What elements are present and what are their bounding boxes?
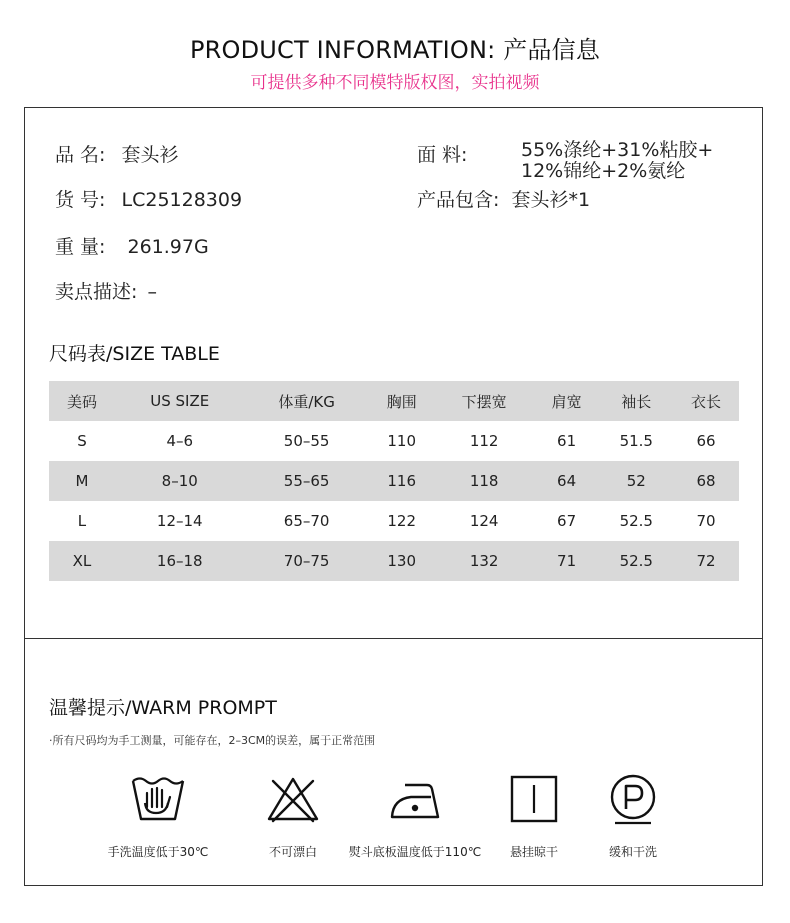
measurement-note: ·所有尺码均为手工测量，可能存在，2–3CM的误差，属于正常范围 xyxy=(49,734,376,747)
table-cell: 67 xyxy=(557,512,577,530)
contents-label: 产品包含: xyxy=(417,189,500,211)
table-cell: 66 xyxy=(696,432,716,450)
care-label: 不可漂白 xyxy=(268,845,317,859)
header-cell: US SIZE xyxy=(115,381,245,421)
care-label: 熨斗底板温度低于110℃ xyxy=(348,845,482,859)
info-code xyxy=(55,185,242,212)
table-cell: 52.5 xyxy=(619,512,653,530)
info-name xyxy=(55,140,179,167)
table-cell: 70 xyxy=(696,512,716,530)
table-cell: L xyxy=(77,512,87,530)
table-row xyxy=(49,541,739,581)
table-cell: 61 xyxy=(557,432,577,450)
table-cell: 110 xyxy=(387,432,417,450)
table-cell: 70–75 xyxy=(245,541,369,581)
line-dry-icon xyxy=(506,773,562,825)
weight-value: 261.97G xyxy=(127,236,209,258)
care-label: 悬挂晾干 xyxy=(509,845,558,859)
table-cell: 112 xyxy=(469,432,499,450)
fabric-label: 面 料: xyxy=(417,144,468,166)
info-weight xyxy=(55,232,209,259)
page-subtitle: 可提供多种不同模特版权图，实拍视频 xyxy=(250,73,540,93)
size-table-header xyxy=(49,381,739,421)
code-value: LC25128309 xyxy=(121,189,243,211)
selling-label: 卖点描述: xyxy=(55,281,138,303)
table-row xyxy=(49,501,739,541)
table-cell: 64 xyxy=(534,461,600,501)
header-cell: 美码 xyxy=(49,381,115,421)
table-cell: 50–55 xyxy=(283,432,330,450)
header-cell: 衣长 xyxy=(673,381,739,421)
table-cell: 52.5 xyxy=(600,541,673,581)
hand-wash-icon xyxy=(130,773,186,825)
care-label: 手洗温度低于30℃ xyxy=(107,845,209,859)
table-cell: 52 xyxy=(600,461,673,501)
header-cell: 下摆宽 xyxy=(435,381,534,421)
name-value: 套头衫 xyxy=(121,144,179,166)
table-cell: XL xyxy=(49,541,115,581)
selling-value: – xyxy=(147,281,157,303)
table-cell: 130 xyxy=(369,541,435,581)
size-table xyxy=(49,381,739,581)
table-row xyxy=(49,421,739,461)
fabric-value xyxy=(521,140,713,182)
table-cell: 8–10 xyxy=(115,461,245,501)
header-cell: 体重/KG xyxy=(245,381,369,421)
table-cell: 68 xyxy=(673,461,739,501)
fabric-value-line2: 12%锦纶+2%氨纶 xyxy=(521,160,686,182)
info-contents xyxy=(417,185,590,212)
name-label: 品 名: xyxy=(55,144,106,166)
info-fabric xyxy=(417,140,467,167)
table-cell: M xyxy=(49,461,115,501)
contents-value: 套头衫*1 xyxy=(511,189,591,211)
care-label: 缓和干洗 xyxy=(608,845,657,859)
section-divider xyxy=(25,638,762,639)
table-cell: 65–70 xyxy=(283,512,330,530)
no-bleach-icon xyxy=(265,773,321,825)
dry-clean-p-icon xyxy=(605,773,661,825)
table-cell: 16–18 xyxy=(115,541,245,581)
table-cell: 122 xyxy=(387,512,417,530)
table-cell: 12–14 xyxy=(156,512,203,530)
table-cell: 71 xyxy=(534,541,600,581)
page-title: PRODUCT INFORMATION: 产品信息 xyxy=(189,36,601,64)
table-cell: 116 xyxy=(369,461,435,501)
warm-prompt-title: 温馨提示/WARM PROMPT xyxy=(49,697,277,719)
header-cell: 胸围 xyxy=(369,381,435,421)
code-label: 货 号: xyxy=(55,189,106,211)
table-cell: 124 xyxy=(469,512,499,530)
table-cell: 118 xyxy=(435,461,534,501)
table-cell: 4–6 xyxy=(166,432,194,450)
table-cell: S xyxy=(77,432,87,450)
table-cell: 132 xyxy=(435,541,534,581)
iron-low-icon xyxy=(387,773,443,825)
header-cell: 袖长 xyxy=(600,381,673,421)
table-cell: 55–65 xyxy=(245,461,369,501)
fabric-value-line1: 55%涤纶+31%粘胶+ xyxy=(521,139,714,161)
table-cell: 51.5 xyxy=(619,432,653,450)
table-row xyxy=(49,461,739,501)
info-frame xyxy=(24,107,763,886)
info-selling-point xyxy=(55,277,157,304)
table-cell: 72 xyxy=(673,541,739,581)
header-cell: 肩宽 xyxy=(534,381,600,421)
size-table-title: 尺码表/SIZE TABLE xyxy=(49,343,220,365)
weight-label: 重 量: xyxy=(55,236,106,258)
